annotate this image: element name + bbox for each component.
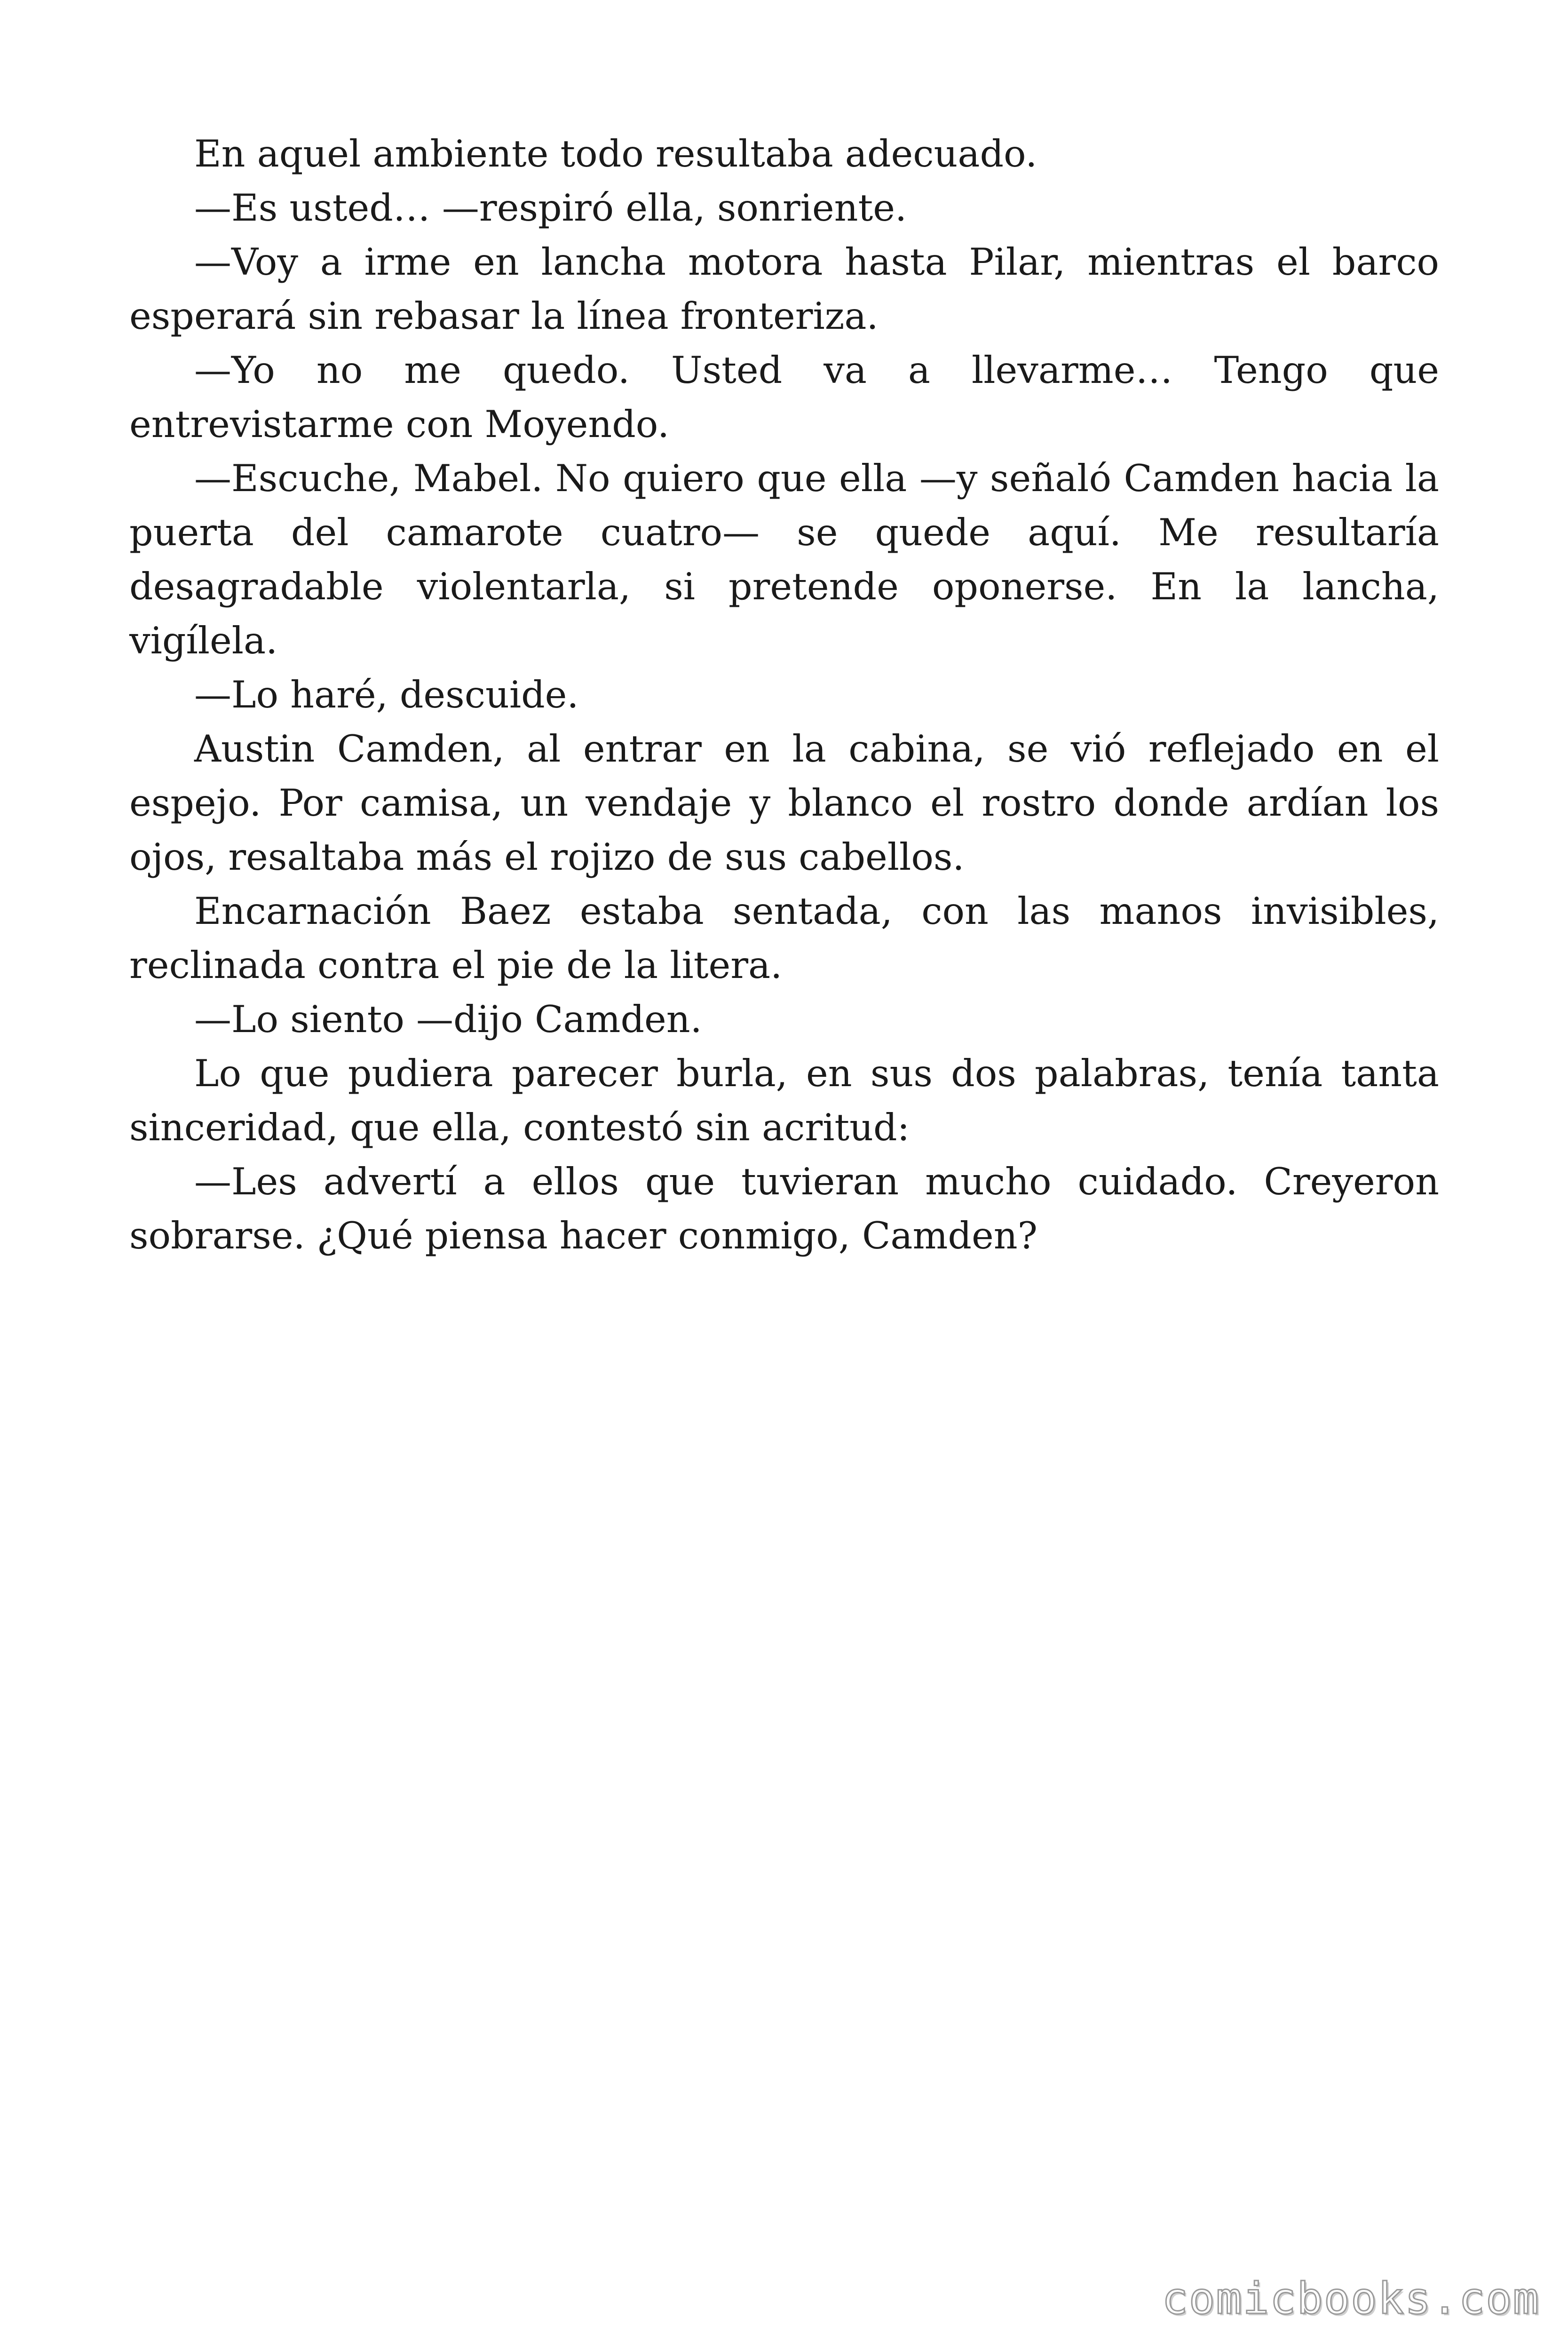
paragraph: Encarnación Baez estaba sentada, con las manos invisibles, reclinada contra el pie de la litera. [129,890,1439,987]
paragraph: —Voy a irme en lancha motora hasta Pilar, mientras el barco esperará sin rebasar la línea fronteriza. [129,240,1439,338]
paragraph: Lo que pudiera parecer burla, en sus dos palabras, tenía tanta sinceridad, que ella, contestó sin acritud: [129,1052,1439,1149]
paragraph: —Escuche, Mabel. No quiero que ella —y señaló Camden hacia la puerta del camarote cuatro— se quede aquí. Me resultaría desagradable violentarla, si pretende oponerse. En la lancha, vigílela. [129,457,1439,662]
paragraph: —Yo no me quedo. Usted va a llevarme… Tengo que entrevistarme con Moyendo. [129,349,1439,446]
body-text [129,127,1439,1263]
paragraph: En aquel ambiente todo resultaba adecuado. [194,132,1037,175]
paragraph: —Lo siento —dijo Camden. [194,998,702,1041]
paragraph: —Lo haré, descuide. [194,673,579,716]
paragraph: —Es usted… —respiró ella, sonriente. [194,186,907,230]
paragraph: —Les advertí a ellos que tuvieran mucho cuidado. Creyeron sobrarse. ¿Qué piensa hacer conmigo, Camden? [129,1160,1439,1257]
watermark: comicbooks.com [1162,2273,1540,2324]
paragraph: Austin Camden, al entrar en la cabina, se vió reflejado en el espejo. Por camisa, un vendaje y blanco el rostro donde ardían los ojos, resaltaba más el rojizo de sus cabellos. [129,727,1439,879]
